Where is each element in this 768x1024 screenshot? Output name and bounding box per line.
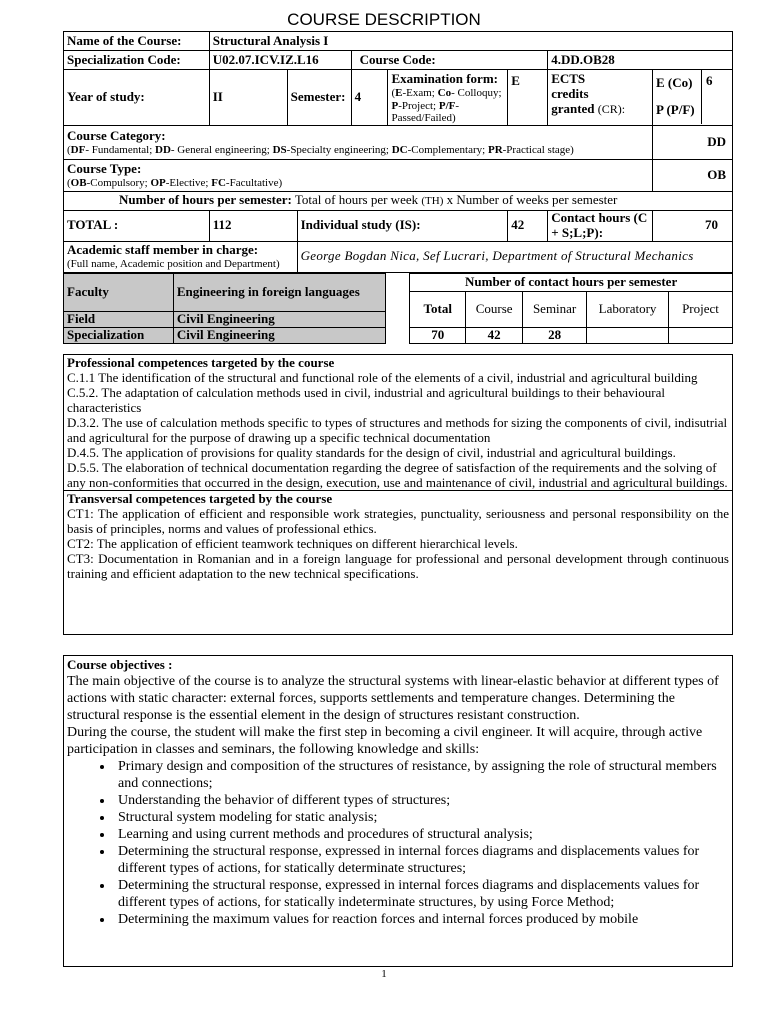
trans-competences-title: Transversal competences targeted by the course bbox=[67, 491, 333, 506]
trans-competence-item: CT1: The application of efficient and responsible work strategies, punctuality, seriousness and personal responsibility on the basis of principles, norms and values of professional ethics. bbox=[67, 506, 729, 536]
course-category bbox=[64, 125, 653, 159]
contact-hours-header: Number of contact hours per semester bbox=[410, 274, 733, 292]
faculty-table bbox=[63, 273, 733, 344]
page-title: COURSE DESCRIPTION bbox=[287, 10, 481, 29]
spec-value: Civil Engineering bbox=[173, 328, 385, 344]
prof-competence-item: D.5.5. The elaboration of technical documentation regarding the degree of satisfaction of the requirements and the solving of any non-conformities that occurred in the design, execution, use and maintenance of civil, industrial and agricultural buildings. bbox=[67, 460, 728, 490]
objectives-box bbox=[63, 655, 733, 967]
objectives-title: Course objectives : bbox=[67, 657, 173, 672]
transversal-section bbox=[64, 490, 732, 581]
course-info-table bbox=[63, 31, 733, 273]
spec-code-label: Specialization Code: bbox=[64, 51, 210, 70]
total-label: TOTAL : bbox=[64, 210, 210, 241]
type-desc: (OB-Compulsory; OP-Elective; FC-Facultative) bbox=[67, 176, 283, 189]
gap-cell bbox=[386, 274, 410, 344]
category-value: DD bbox=[652, 125, 732, 159]
col-total: Total bbox=[410, 292, 466, 328]
prof-competences-title: Professional competences targeted by the course bbox=[67, 355, 335, 370]
spec-code-value: U02.07.ICV.IZ.L16 bbox=[209, 51, 351, 70]
total-value: 112 bbox=[209, 210, 297, 241]
staff-label-cell bbox=[64, 241, 298, 272]
spec-label: Specialization bbox=[64, 328, 174, 344]
individual-value: 42 bbox=[508, 210, 548, 241]
list-item: • Determining the structural response, expressed in internal forces diagrams and displacements values for different types of actions, for statically indeterminate structures, by using Force Method; bbox=[114, 877, 732, 911]
list-item: • Primary design and composition of the structures of resistance, by assigning the role of structural members and connections; bbox=[114, 758, 732, 792]
faculty-label: Faculty bbox=[64, 274, 174, 312]
individual-label: Individual study (IS): bbox=[297, 210, 508, 241]
staff-label: Academic staff member in charge: bbox=[67, 241, 259, 257]
course-name-value: Structural Analysis I bbox=[209, 32, 732, 51]
ects-label: ECTS credits granted (CR): bbox=[548, 70, 653, 126]
course-type bbox=[64, 159, 653, 191]
ects-type-2: P (P/F) bbox=[655, 102, 695, 118]
ects-value: 6 bbox=[706, 73, 713, 89]
prof-competence-item: C.1.1 The identification of the structural and functional role of the elements of a civil, industrial and agricultural building bbox=[67, 370, 698, 385]
exam-form: Examination form: (E-Exam; Co- Colloquy; P-Project; P/F-Passed/Failed) bbox=[388, 70, 508, 126]
objectives-paragraph: The main objective of the course is to analyze the structural systems with linear-elastic behavior at different types of actions with static character: external forces, supports settlements and temperature changes. Determining the structural response is the essential element in the design of structures resistant construction. bbox=[67, 674, 719, 723]
val-project bbox=[669, 328, 733, 344]
val-course: 42 bbox=[466, 328, 523, 344]
objectives-paragraph: During the course, the student will make the first step in becoming a civil engineer. It will acquire, through active participation in classes and seminars, the following knowledge and skills: bbox=[67, 725, 703, 757]
type-label: Course Type: bbox=[67, 160, 142, 176]
ects-type-1: E (Co) bbox=[655, 75, 693, 91]
contact-value: 70 bbox=[652, 210, 732, 241]
trans-competence-item: CT2: The application of efficient teamwork techniques on different hierarchical levels. bbox=[67, 536, 518, 551]
type-value: OB bbox=[652, 159, 732, 191]
objectives-list bbox=[64, 758, 732, 928]
col-seminar: Seminar bbox=[523, 292, 587, 328]
val-laboratory bbox=[587, 328, 669, 344]
year-label: Year of study: bbox=[64, 70, 210, 126]
val-seminar: 28 bbox=[523, 328, 587, 344]
col-project: Project bbox=[669, 292, 733, 328]
staff-value: George Bogdan Nica, Sef Lucrari, Department of Structural Mechanics bbox=[297, 241, 732, 272]
course-name-label: Name of the Course: bbox=[64, 32, 210, 51]
list-item: • Determining the maximum values for reaction forces and internal forces produced by mobile bbox=[114, 911, 732, 928]
year-value: II bbox=[209, 70, 287, 126]
semester-value: 4 bbox=[351, 70, 388, 126]
page-number: 1 bbox=[381, 968, 387, 980]
trans-competence-item: CT3: Documentation in Romanian and in a foreign language for professional and personal development through continuous training and efficient adaptation to the new technical specifications. bbox=[67, 551, 729, 581]
val-total: 70 bbox=[410, 328, 466, 344]
course-code-label: Course Code: bbox=[351, 51, 548, 70]
semester-label: Semester: bbox=[287, 70, 351, 126]
faculty-value: Engineering in foreign languages bbox=[173, 274, 385, 312]
list-item: • Learning and using current methods and procedures of structural analysis; bbox=[114, 826, 732, 843]
field-value: Civil Engineering bbox=[173, 312, 385, 328]
category-desc: (DF- Fundamental; DD- General engineering; DS-Specialty engineering; DC-Complementary; PR-Practical stage) bbox=[67, 143, 574, 156]
list-item: • Determining the structural response, expressed in internal forces diagrams and displacements values for different types of actions, for statically determinate structures; bbox=[114, 843, 732, 877]
staff-sub: (Full name, Academic position and Department) bbox=[67, 257, 280, 270]
col-course: Course bbox=[466, 292, 523, 328]
prof-competence-item: C.5.2. The adaptation of calculation methods used in civil, industrial and agricultural buildings to their behavioural characteristics bbox=[67, 385, 665, 415]
category-label: Course Category: bbox=[67, 127, 166, 143]
field-label: Field bbox=[64, 312, 174, 328]
col-laboratory: Laboratory bbox=[587, 292, 669, 328]
hours-per-semester: Number of hours per semester: Total of hours per week (TH) x Number of weeks per semester bbox=[64, 191, 733, 210]
prof-competence-item: D.4.5. The application of provisions for quality standards for the design of civil, industrial and agricultural buildings. bbox=[67, 445, 676, 460]
ects-values bbox=[652, 70, 732, 126]
contact-label: Contact hours (C + S;L;P): bbox=[548, 210, 653, 241]
competences-box bbox=[63, 354, 733, 635]
course-code-value: 4.DD.OB28 bbox=[548, 51, 733, 70]
prof-competence-item: D.3.2. The use of calculation methods specific to types of structures and methods for sizing the components of civil, indisutrial and agricultural for the purpose of drawing up a specific technical documentation bbox=[67, 415, 728, 445]
list-item: • Understanding the behavior of different types of structures; bbox=[114, 792, 732, 809]
exam-value: E bbox=[508, 70, 548, 126]
list-item: • Structural system modeling for static analysis; bbox=[114, 809, 732, 826]
exam-label: Examination form: bbox=[391, 71, 498, 86]
